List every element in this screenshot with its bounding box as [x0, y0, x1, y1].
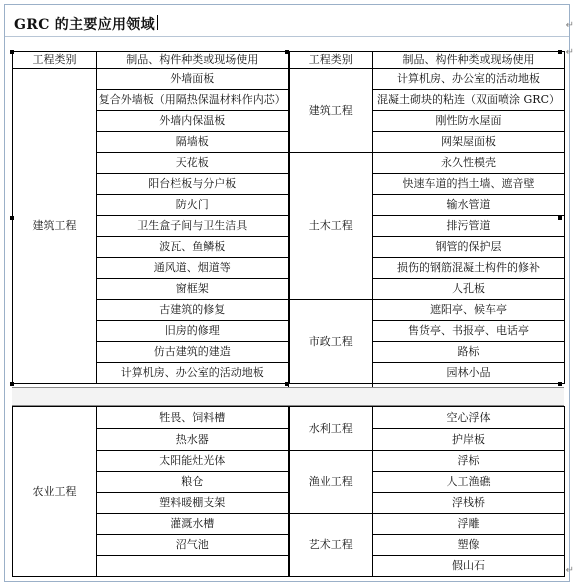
product-cell: 混凝土砌块的粘连（双面喷涂 GRC）: [373, 90, 565, 111]
paragraph-mark: ↵: [565, 565, 574, 576]
product-cell: 永久性模壳: [373, 153, 565, 174]
product-cell: 快速车道的挡土墙、遮音壁: [373, 174, 565, 195]
header-products: 制品、构件种类或现场使用: [373, 52, 565, 69]
category-cell: 艺术工程: [289, 514, 373, 577]
category-cell: 土木工程: [289, 153, 373, 300]
table-row: [13, 407, 565, 429]
table-gap: [12, 387, 564, 406]
product-cell: 输水管道: [373, 195, 565, 216]
product-cell: 钢管的保护层: [373, 237, 565, 258]
product-cell: 刚性防水屋面: [373, 111, 565, 132]
header-products: 制品、构件种类或现场使用: [97, 52, 289, 69]
product-cell: 损伤的钢筋混凝土构件的修补: [373, 258, 565, 279]
product-cell: 隔墙板: [97, 132, 289, 153]
text-cursor: [157, 15, 158, 30]
category-cell: 建筑工程: [13, 69, 97, 384]
product-cell: 防火门: [97, 195, 289, 216]
product-cell: 塑像: [373, 535, 565, 556]
product-cell: 空心浮体: [373, 407, 565, 429]
category-cell: 水利工程: [289, 407, 373, 451]
product-cell: 粮仓: [97, 472, 289, 493]
product-cell: 复合外墙板（用隔热保温材料作内芯）: [97, 90, 289, 111]
product-cell: 阳台栏板与分户板: [97, 174, 289, 195]
product-cell: 售货亭、书报亭、电话亭: [373, 321, 565, 342]
product-cell: 古建筑的修复: [97, 300, 289, 321]
product-cell: 计算机房、办公室的活动地板: [97, 363, 289, 384]
category-cell: 建筑工程: [289, 69, 373, 153]
paragraph-mark: ↵: [565, 47, 574, 58]
product-cell: 塑料暖棚支架: [97, 493, 289, 514]
product-cell: 沼气池: [97, 535, 289, 556]
title-bar: [5, 5, 569, 37]
product-cell: 热水器: [97, 429, 289, 451]
paragraph-mark: ↵: [565, 20, 574, 31]
product-cell: 假山石: [373, 556, 565, 577]
product-cell: 遮阳亭、候车亭: [373, 300, 565, 321]
table-row: [13, 69, 565, 90]
product-cell: 天花板: [97, 153, 289, 174]
product-cell: 外墙面板: [97, 69, 289, 90]
header-category: 工程类别: [13, 52, 97, 69]
product-cell: 浮标: [373, 451, 565, 472]
category-cell: 农业工程: [13, 407, 97, 577]
product-cell: 窗框架: [97, 279, 289, 300]
product-cell: 网架屋面板: [373, 132, 565, 153]
product-cell: 人工渔礁: [373, 472, 565, 493]
product-cell: 卫生盒子间与卫生洁具: [97, 216, 289, 237]
product-cell: 园林小品: [373, 363, 565, 384]
product-cell: 牲畏、饲料槽: [97, 407, 289, 429]
product-cell: 排污管道: [373, 216, 565, 237]
product-cell: 外墙内保温板: [97, 111, 289, 132]
category-cell: 市政工程: [289, 300, 373, 384]
product-cell: 灌溉水槽: [97, 514, 289, 535]
product-cell: 人孔板: [373, 279, 565, 300]
header-category: 工程类别: [289, 52, 373, 69]
product-cell: 仿古建筑的建造: [97, 342, 289, 363]
page-title: GRC 的主要应用领域: [14, 17, 155, 33]
application-table-2: [12, 406, 565, 577]
product-cell: 护岸板: [373, 429, 565, 451]
product-cell: 波瓦、鱼鳞板: [97, 237, 289, 258]
product-cell: 通风道、烟道等: [97, 258, 289, 279]
product-cell: 路标: [373, 342, 565, 363]
application-table-1: [12, 51, 565, 405]
product-cell: 计算机房、办公室的活动地板: [373, 69, 565, 90]
product-cell: 浮雕: [373, 514, 565, 535]
product-cell: 浮栈桥: [373, 493, 565, 514]
table-header-row: [13, 52, 565, 69]
category-cell: 渔业工程: [289, 451, 373, 514]
product-cell: 太阳能灶光体: [97, 451, 289, 472]
product-cell: 旧房的修理: [97, 321, 289, 342]
